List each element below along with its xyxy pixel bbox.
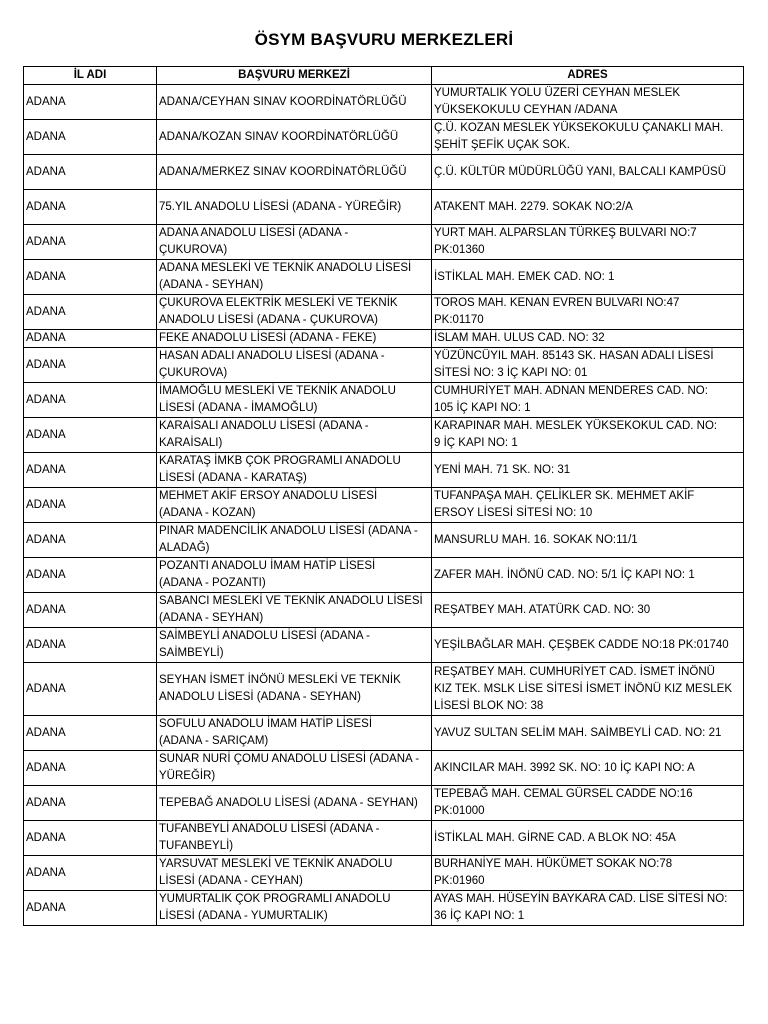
merkez-line: HASAN ADALI ANADOLU LİSESİ (ADANA - (159, 350, 385, 362)
adres-line: 36 İÇ KAPI NO: 1 (434, 910, 525, 922)
cell-adres (432, 751, 744, 786)
cell-basvuru-merkezi (157, 663, 432, 716)
cell-il-adi: ADANA (24, 558, 157, 593)
adres-line: YAVUZ SULTAN SELİM MAH. SAİMBEYLİ CAD. NO: 21 (434, 726, 722, 739)
cell-adres (432, 821, 744, 856)
adres-line: PK:01360 (434, 244, 485, 256)
table-row (24, 383, 744, 418)
cell-il-adi: ADANA (24, 751, 157, 786)
cell-il-adi: ADANA (24, 523, 157, 558)
merkez-line: TUFANBEYLİ ANADOLU LİSESİ (ADANA - (159, 823, 380, 835)
adres-line: REŞATBEY MAH. ATATÜRK CAD. NO: 30 (434, 603, 651, 616)
cell-il-adi: ADANA (24, 488, 157, 523)
cell-il-adi: ADANA (24, 85, 157, 120)
cell-basvuru-merkezi (157, 628, 432, 663)
header-adres: ADRES (432, 67, 744, 85)
table-row (24, 523, 744, 558)
table-row (24, 190, 744, 225)
cell-il-adi: ADANA (24, 155, 157, 190)
cell-adres (432, 593, 744, 628)
cell-il-adi: ADANA (24, 663, 157, 716)
adres-line: SİTESİ NO: 3 İÇ KAPI NO: 01 (434, 367, 588, 379)
table-row (24, 453, 744, 488)
cell-basvuru-merkezi (157, 558, 432, 593)
adres-line: MANSURLU MAH. 16. SOKAK NO:11/1 (434, 533, 638, 546)
cell-il-adi: ADANA (24, 628, 157, 663)
merkez-line: YUMURTALIK ÇOK PROGRAMLI ANADOLU (159, 893, 391, 905)
adres-line: REŞATBEY MAH. CUMHURİYET CAD. İSMET İNÖNÜ (434, 665, 715, 678)
adres-line: TOROS MAH. KENAN EVREN BULVARI NO:47 (434, 297, 680, 309)
cell-adres (432, 383, 744, 418)
cell-adres (432, 488, 744, 523)
merkez-line: (ADANA - SARIÇAM) (159, 735, 269, 747)
table-row (24, 856, 744, 891)
adres-line: YENİ MAH. 71 SK. NO: 31 (434, 463, 571, 476)
adres-line: ZAFER MAH. İNÖNÜ CAD. NO: 5/1 İÇ KAPI NO: 1 (434, 568, 695, 581)
cell-basvuru-merkezi (157, 225, 432, 260)
cell-adres (432, 225, 744, 260)
merkez-line: ADANA ANADOLU LİSESİ (ADANA - (159, 227, 349, 239)
cell-il-adi: ADANA (24, 593, 157, 628)
page-title: ÖSYM BAŞVURU MERKEZLERİ (254, 30, 514, 49)
table-row (24, 295, 744, 330)
adres-line: TUFANPAŞA MAH. ÇELİKLER SK. MEHMET AKİF (434, 490, 695, 502)
cell-basvuru-merkezi (157, 488, 432, 523)
table-row (24, 821, 744, 856)
cell-il-adi: ADANA (24, 348, 157, 383)
table-row (24, 225, 744, 260)
table-row (24, 155, 744, 190)
cell-basvuru-merkezi (157, 523, 432, 558)
cell-adres (432, 295, 744, 330)
cell-basvuru-merkezi (157, 418, 432, 453)
merkez-line: SOFULU ANADOLU İMAM HATİP LİSESİ (159, 718, 373, 730)
cell-il-adi: ADANA (24, 453, 157, 488)
cell-il-adi: ADANA (24, 260, 157, 295)
table-row (24, 330, 744, 348)
cell-il-adi: ADANA (24, 891, 157, 926)
cell-adres (432, 120, 744, 155)
cell-adres (432, 786, 744, 821)
cell-il-adi: ADANA (24, 120, 157, 155)
cell-basvuru-merkezi (157, 856, 432, 891)
adres-line: YUMURTALIK YOLU ÜZERİ CEYHAN MESLEK (434, 87, 681, 99)
cell-adres (432, 190, 744, 225)
merkez-line: MEHMET AKİF ERSOY ANADOLU LİSESİ (159, 490, 378, 502)
merkez-line: ÇUKUROVA) (159, 244, 228, 256)
table-row (24, 85, 744, 120)
cell-basvuru-merkezi (157, 260, 432, 295)
adres-line: CUMHURİYET MAH. ADNAN MENDERES CAD. NO: (434, 385, 708, 397)
table-row (24, 418, 744, 453)
merkez-line: SABANCI MESLEKİ VE TEKNİK ANADOLU LİSESİ (159, 595, 423, 607)
cell-il-adi: ADANA (24, 383, 157, 418)
merkez-line: LİSESİ (ADANA - CEYHAN) (159, 875, 303, 887)
merkez-line: (ADANA - SEYHAN) (159, 279, 264, 291)
adres-line: YURT MAH. ALPARSLAN TÜRKEŞ BULVARI NO:7 (434, 227, 697, 239)
merkez-line: TEPEBAĞ ANADOLU LİSESİ (ADANA - SEYHAN) (159, 796, 418, 809)
merkez-line: ÇUKUROVA ELEKTRİK MESLEKİ VE TEKNİK (159, 297, 398, 309)
adres-line: PK:01170 (434, 314, 484, 326)
merkez-line: YÜREĞİR) (159, 770, 216, 782)
table-row (24, 786, 744, 821)
merkez-line: LİSESİ (ADANA - YUMURTALIK) (159, 910, 328, 922)
merkez-line: POZANTI ANADOLU İMAM HATİP LİSESİ (159, 560, 376, 572)
cell-il-adi: ADANA (24, 190, 157, 225)
cell-basvuru-merkezi (157, 593, 432, 628)
cell-basvuru-merkezi (157, 85, 432, 120)
merkez-line: ADANA/CEYHAN SINAV KOORDİNATÖRLÜĞÜ (159, 95, 407, 108)
table-row (24, 628, 744, 663)
merkez-line: SAİMBEYLİ) (159, 647, 224, 659)
cell-basvuru-merkezi (157, 751, 432, 786)
cell-basvuru-merkezi (157, 190, 432, 225)
cell-il-adi: ADANA (24, 295, 157, 330)
cell-basvuru-merkezi (157, 786, 432, 821)
merkez-line: (ADANA - KOZAN) (159, 507, 256, 519)
merkez-line: (ADANA - SEYHAN) (159, 612, 264, 624)
table-row (24, 663, 744, 716)
cell-basvuru-merkezi (157, 891, 432, 926)
table-row (24, 751, 744, 786)
adres-line: YÜKSEKOKULU CEYHAN /ADANA (434, 104, 618, 116)
adres-line: KARAPINAR MAH. MESLEK YÜKSEKOKUL CAD. NO: (434, 420, 718, 432)
adres-line: YÜZÜNCÜYIL MAH. 85143 SK. HASAN ADALI LİSESİ (434, 350, 714, 362)
table-row (24, 488, 744, 523)
cell-adres (432, 330, 744, 348)
adres-line: TEPEBAĞ MAH. CEMAL GÜRSEL CADDE NO:16 (434, 788, 693, 800)
adres-line: Ç.Ü. KOZAN MESLEK YÜKSEKOKULU ÇANAKLI MAH. (434, 122, 724, 134)
cell-il-adi: ADANA (24, 856, 157, 891)
adres-line: PK:01960 (434, 875, 485, 887)
cell-adres (432, 558, 744, 593)
merkez-line: LİSESİ (ADANA - İMAMOĞLU) (159, 402, 318, 414)
cell-basvuru-merkezi (157, 821, 432, 856)
merkez-line: 75.YIL ANADOLU LİSESİ (ADANA - YÜREĞİR) (159, 200, 402, 213)
adres-line: ŞEHİT ŞEFİK UÇAK SOK. (434, 139, 570, 151)
adres-line: LİSESİ BLOK NO: 38 (434, 699, 544, 712)
table-row (24, 348, 744, 383)
cell-adres (432, 155, 744, 190)
adres-line: İSLAM MAH. ULUS CAD. NO: 32 (434, 332, 605, 344)
adres-line: AKINCILAR MAH. 3992 SK. NO: 10 İÇ KAPI NO: A (434, 761, 695, 774)
adres-line: YEŞİLBAĞLAR MAH. ÇEŞBEK CADDE NO:18 PK:01740 (434, 638, 729, 651)
cell-il-adi: ADANA (24, 225, 157, 260)
merkez-line: (ADANA - POZANTI) (159, 577, 266, 589)
merkez-line: SEYHAN İSMET İNÖNÜ MESLEKİ VE TEKNİK (159, 674, 401, 686)
adres-line: 105 İÇ KAPI NO: 1 (434, 402, 531, 414)
merkez-line: ALADAĞ) (159, 542, 210, 554)
header-basvuru-merkezi: BAŞVURU MERKEZİ (157, 67, 432, 85)
merkez-line: TUFANBEYLİ) (159, 840, 234, 852)
cell-basvuru-merkezi (157, 155, 432, 190)
adres-line: ERSOY LİSESİ SİTESİ NO: 10 (434, 507, 593, 519)
cell-il-adi: ADANA (24, 786, 157, 821)
table-body (24, 85, 744, 926)
cell-il-adi: ADANA (24, 716, 157, 751)
cell-basvuru-merkezi (157, 120, 432, 155)
cell-adres (432, 663, 744, 716)
merkez-line: KARATAŞ İMKB ÇOK PROGRAMLI ANADOLU (159, 455, 401, 467)
adres-line: İSTİKLAL MAH. EMEK CAD. NO: 1 (434, 270, 615, 283)
cell-il-adi: ADANA (24, 330, 157, 348)
cell-basvuru-merkezi (157, 383, 432, 418)
cell-basvuru-merkezi (157, 330, 432, 348)
cell-adres (432, 523, 744, 558)
table-row (24, 593, 744, 628)
application-centers-table (23, 66, 744, 926)
merkez-line: İMAMOĞLU MESLEKİ VE TEKNİK ANADOLU (159, 385, 396, 397)
merkez-line: ANADOLU LİSESİ (ADANA - SEYHAN) (159, 691, 361, 703)
adres-line: Ç.Ü. KÜLTÜR MÜDÜRLÜĞÜ YANI, BALCALI KAMPÜSÜ (434, 165, 727, 178)
merkez-line: KARAİSALI ANADOLU LİSESİ (ADANA - (159, 420, 369, 432)
merkez-line: FEKE ANADOLU LİSESİ (ADANA - FEKE) (159, 332, 377, 344)
table-row (24, 891, 744, 926)
table-header-row (24, 67, 744, 85)
cell-adres (432, 418, 744, 453)
adres-line: AYAS MAH. HÜSEYİN BAYKARA CAD. LİSE SİTESİ NO: (434, 893, 728, 905)
merkez-line: SUNAR NURİ ÇOMU ANADOLU LİSESİ (ADANA - (159, 753, 420, 765)
adres-line: 9 İÇ KAPI NO: 1 (434, 437, 518, 449)
cell-adres (432, 453, 744, 488)
cell-adres (432, 891, 744, 926)
merkez-line: ADANA/KOZAN SINAV KOORDİNATÖRLÜĞÜ (159, 130, 399, 143)
cell-il-adi: ADANA (24, 821, 157, 856)
cell-basvuru-merkezi (157, 453, 432, 488)
merkez-line: ÇUKUROVA) (159, 367, 228, 379)
cell-adres (432, 85, 744, 120)
cell-adres (432, 856, 744, 891)
table-row (24, 260, 744, 295)
cell-il-adi: ADANA (24, 418, 157, 453)
cell-basvuru-merkezi (157, 716, 432, 751)
table-row (24, 120, 744, 155)
merkez-line: KARAİSALI) (159, 437, 223, 449)
merkez-line: PINAR MADENCİLİK ANADOLU LİSESİ (ADANA - (159, 525, 418, 537)
adres-line: İSTİKLAL MAH. GİRNE CAD. A BLOK NO: 45A (434, 831, 676, 844)
merkez-line: SAİMBEYLİ ANADOLU LİSESİ (ADANA - (159, 630, 370, 642)
merkez-line: LİSESİ (ADANA - KARATAŞ) (159, 472, 307, 484)
adres-line: PK:01000 (434, 805, 485, 817)
table-row (24, 716, 744, 751)
adres-line: KIZ TEK. MSLK LİSE SİTESİ İSMET İNÖNÜ KIZ MESLEK (434, 682, 733, 695)
cell-basvuru-merkezi (157, 348, 432, 383)
table-row (24, 558, 744, 593)
cell-adres (432, 628, 744, 663)
cell-adres (432, 260, 744, 295)
adres-line: BURHANİYE MAH. HÜKÜMET SOKAK NO:78 (434, 858, 673, 870)
merkez-line: ADANA/MERKEZ SINAV KOORDİNATÖRLÜĞÜ (159, 165, 407, 178)
adres-line: ATAKENT MAH. 2279. SOKAK NO:2/A (434, 200, 633, 213)
cell-basvuru-merkezi (157, 295, 432, 330)
merkez-line: ANADOLU LİSESİ (ADANA - ÇUKUROVA) (159, 314, 378, 326)
merkez-line: YARSUVAT MESLEKİ VE TEKNİK ANADOLU (159, 858, 393, 870)
merkez-line: ADANA MESLEKİ VE TEKNİK ANADOLU LİSESİ (159, 262, 412, 274)
cell-adres (432, 716, 744, 751)
header-il-adi: İL ADI (24, 67, 157, 85)
cell-adres (432, 348, 744, 383)
